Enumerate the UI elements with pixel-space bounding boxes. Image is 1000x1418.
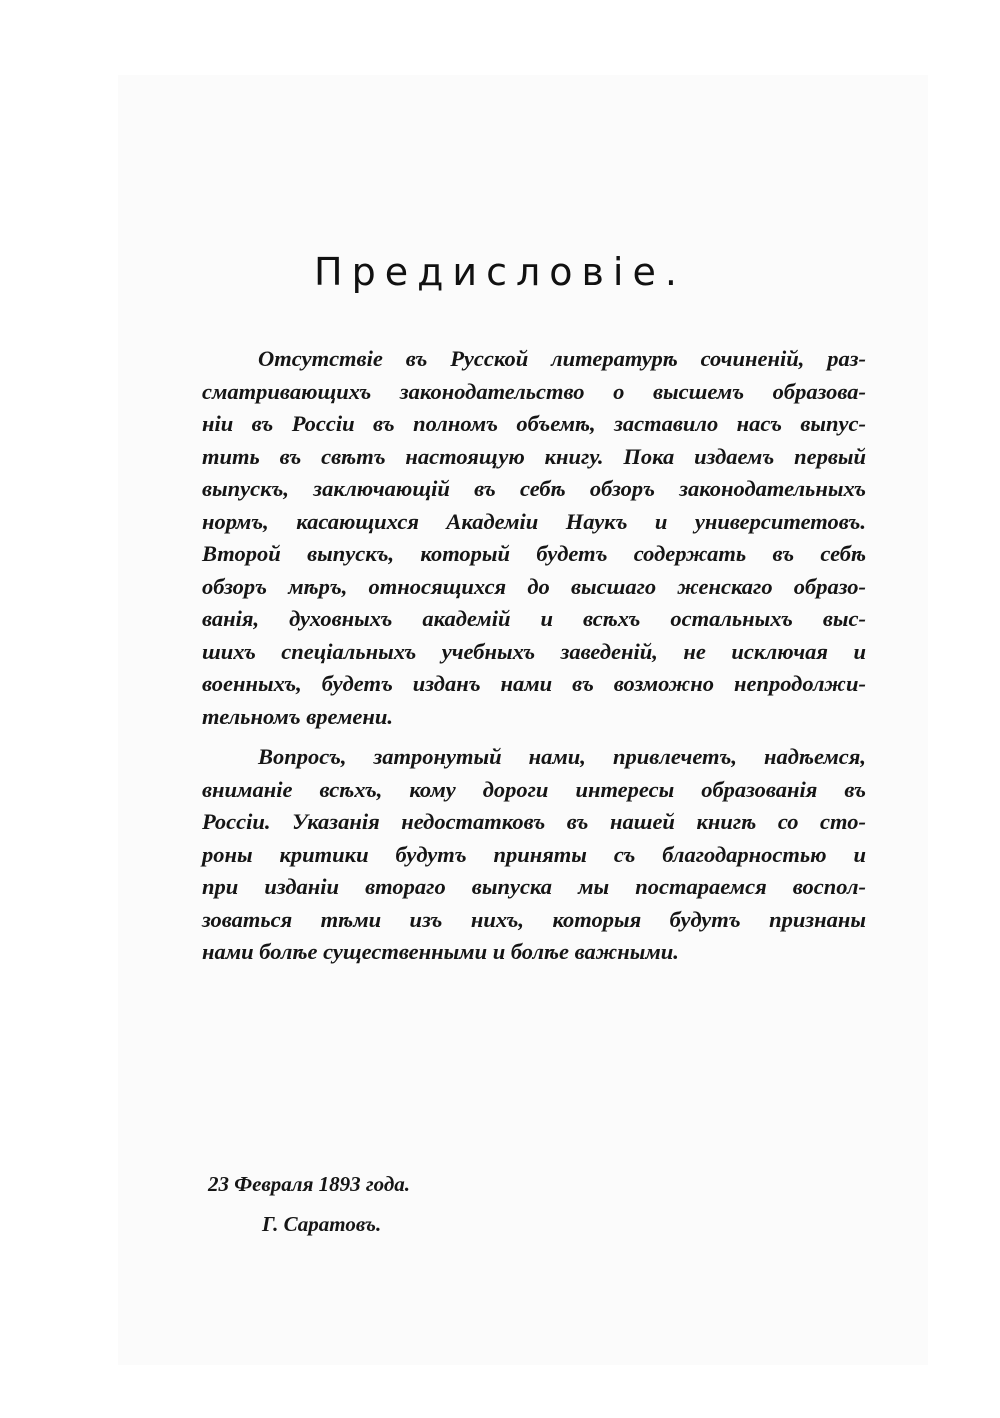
paragraph-1 <box>202 343 866 733</box>
text-line: тельномъ времени. <box>202 703 393 729</box>
text-line: нормъ, касающихся Академіи Наукъ и университетовъ. <box>202 508 866 534</box>
text-line: вниманіе всѣхъ, кому дороги интересы образованія въ <box>202 776 866 802</box>
text-line: ніи въ Россіи въ полномъ объемѣ, заставило насъ выпус- <box>202 411 866 436</box>
text-line: Россіи. Указанія недостатковъ въ нашей книгѣ со сто- <box>202 809 866 834</box>
preface-body <box>202 343 866 969</box>
text-line: выпускъ, заключающій въ себѣ обзоръ законодательныхъ <box>202 476 866 501</box>
text-line: при изданіи втораго выпуска мы постараемся воспол- <box>202 874 866 899</box>
text-line: тить въ свѣтъ настоящую книгу. Пока издаемъ первый <box>202 443 866 469</box>
page-title: Предисловіе. <box>314 250 686 294</box>
text-line: нами болѣе существенными и болѣе важными. <box>202 939 679 964</box>
text-line: ванія, духовныхъ академій и всѣхъ остальныхъ выс- <box>202 606 866 631</box>
text-line: сматривающихъ законодательство о высшемъ образова- <box>202 378 866 404</box>
text-line: Вопросъ, затронутый нами, привлечетъ, надѣемся, <box>258 744 866 769</box>
text-line: роны критики будутъ приняты съ благодарностью и <box>202 841 866 867</box>
text-line: обзоръ мѣръ, относящихся до высшаго женскаго образо- <box>202 573 866 599</box>
text-line: военныхъ, будетъ изданъ нами въ возможно непродолжи- <box>202 671 866 696</box>
text-line: Второй выпускъ, который будетъ содержать въ себѣ <box>202 541 866 566</box>
text-line: зоваться тѣми изъ нихъ, которыя будутъ признаны <box>202 906 866 932</box>
place-line: Г. Саратовъ. <box>262 1212 382 1236</box>
paragraph-2 <box>202 741 866 969</box>
date-line: 23 Февраля 1893 года. <box>208 1172 411 1196</box>
text-line: шихъ спеціальныхъ учебныхъ заведеній, не исключая и <box>202 638 866 664</box>
text-line: Отсутствіе въ Русской литературѣ сочиненій, раз- <box>258 346 866 371</box>
